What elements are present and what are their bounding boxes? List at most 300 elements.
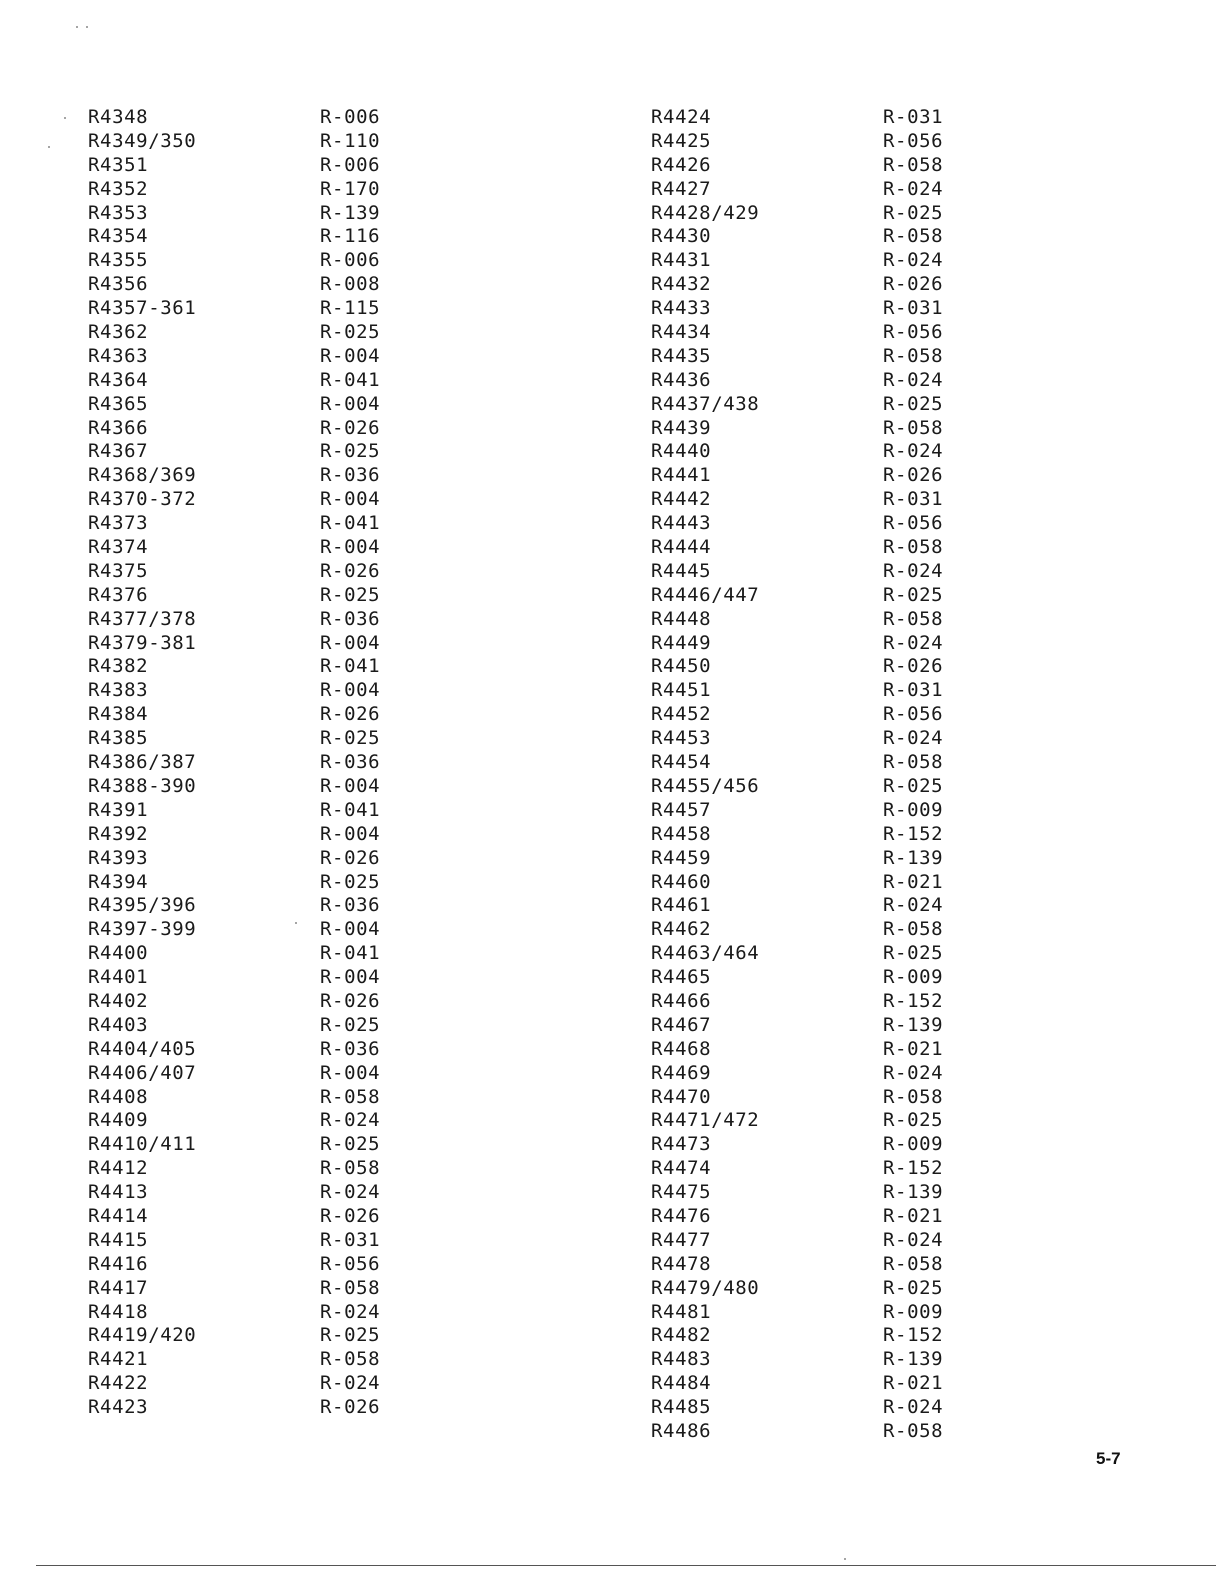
part-number: R-024 [883,894,944,917]
scan-speck [295,922,297,924]
table-row [651,1133,1003,1157]
table-row [651,178,1003,202]
reference-designator: R4404/405 [88,1037,197,1060]
page-number: 5-7 [1096,1449,1121,1468]
table-row [88,1348,440,1372]
part-number: R-041 [320,655,381,678]
part-number: R-139 [320,201,381,224]
reference-designator: R4440 [651,440,712,463]
reference-designator: R4462 [651,918,712,941]
reference-designator: R4430 [651,225,712,248]
part-number: R-031 [883,106,944,128]
table-row [88,464,440,488]
part-number: R-006 [320,106,381,128]
table-row [651,918,1003,942]
part-number: R-036 [320,751,381,774]
part-number: R-115 [320,297,381,320]
part-number: R-056 [883,512,944,535]
part-number: R-026 [320,846,381,869]
table-row [651,249,1003,273]
part-number: R-058 [883,153,944,176]
reference-designator: R4483 [651,1348,712,1371]
table-row [651,1014,1003,1038]
reference-designator: R4370-372 [88,488,197,511]
reference-designator: R4363 [88,344,149,367]
reference-designator: R4443 [651,512,712,535]
table-row [88,1253,440,1277]
part-number: R-036 [320,464,381,487]
reference-designator: R4465 [651,966,712,989]
part-number: R-058 [883,1252,944,1275]
table-row [651,393,1003,417]
reference-designator: R4413 [88,1181,149,1204]
reference-designator: R4364 [88,368,149,391]
table-row [88,130,440,154]
part-number: R-026 [883,655,944,678]
part-number: R-009 [883,966,944,989]
part-number: R-058 [883,416,944,439]
part-number: R-026 [320,416,381,439]
part-number: R-116 [320,225,381,248]
part-number: R-004 [320,966,381,989]
part-number: R-025 [320,583,381,606]
part-number: R-008 [320,273,381,296]
table-row [88,966,440,990]
part-number: R-024 [883,249,944,272]
reference-designator: R4426 [651,153,712,176]
table-row [651,966,1003,990]
table-row [651,1277,1003,1301]
part-number: R-004 [320,774,381,797]
table-row [651,1181,1003,1205]
table-row [88,799,440,823]
table-row [88,990,440,1014]
part-number: R-058 [320,1085,381,1108]
reference-designator: R4356 [88,273,149,296]
table-row [88,918,440,942]
table-row [88,1324,440,1348]
table-row [651,154,1003,178]
table-row [88,871,440,895]
table-row [88,512,440,536]
table-row [651,1301,1003,1325]
reference-designator: R4423 [88,1396,149,1419]
part-number: R-026 [320,989,381,1012]
table-row [88,321,440,345]
part-number: R-056 [883,703,944,726]
part-number: R-025 [883,201,944,224]
reference-designator: R4376 [88,583,149,606]
table-row [651,942,1003,966]
part-number: R-025 [883,392,944,415]
reference-designator: R4424 [651,106,712,128]
table-row [88,249,440,273]
table-row [651,990,1003,1014]
reference-designator: R4433 [651,297,712,320]
table-row [88,417,440,441]
table-row [651,632,1003,656]
table-row [88,751,440,775]
reference-designator: R4481 [651,1300,712,1323]
table-row [651,1348,1003,1372]
part-number: R-139 [883,846,944,869]
reference-designator: R4357-361 [88,297,197,320]
reference-designator: R4458 [651,822,712,845]
reference-designator: R4382 [88,655,149,678]
reference-designator: R4365 [88,392,149,415]
table-row [88,560,440,584]
reference-designator: R4485 [651,1396,712,1419]
part-number: R-026 [320,1396,381,1419]
scan-speck [86,26,88,28]
part-number: R-024 [320,1181,381,1204]
reference-designator: R4422 [88,1372,149,1395]
table-row [651,560,1003,584]
reference-designator: R4442 [651,488,712,511]
reference-designator: R4394 [88,870,149,893]
part-number: R-024 [320,1300,381,1323]
reference-designator: R4400 [88,942,149,965]
reference-designator: R4455/456 [651,774,760,797]
table-row [651,1109,1003,1133]
table-row [651,775,1003,799]
part-number: R-009 [883,798,944,821]
part-number: R-110 [320,129,381,152]
table-row [88,273,440,297]
reference-designator: R4450 [651,655,712,678]
reference-designator: R4348 [88,106,149,128]
part-number: R-025 [320,1133,381,1156]
table-row [651,655,1003,679]
table-row [651,1086,1003,1110]
table-row [651,1038,1003,1062]
table-row [88,1301,440,1325]
reference-designator: R4445 [651,559,712,582]
reference-designator: R4441 [651,464,712,487]
table-row [651,608,1003,632]
part-number: R-004 [320,679,381,702]
reference-designator: R4354 [88,225,149,248]
reference-designator: R4460 [651,870,712,893]
table-row [88,1062,440,1086]
table-row [88,345,440,369]
part-number: R-021 [883,1372,944,1395]
table-row [651,130,1003,154]
part-number: R-058 [883,1419,944,1442]
part-number: R-004 [320,536,381,559]
table-row [88,1205,440,1229]
reference-designator: R4379-381 [88,631,197,654]
reference-designator: R4386/387 [88,751,197,774]
part-number: R-152 [883,989,944,1012]
part-number: R-036 [320,607,381,630]
table-row [88,1086,440,1110]
scan-speck [64,117,66,119]
table-row [651,512,1003,536]
part-number: R-031 [883,297,944,320]
reference-designator: R4416 [88,1252,149,1275]
reference-designator: R4388-390 [88,774,197,797]
left-parts-table [88,106,440,1420]
table-row [88,1133,440,1157]
reference-designator: R4392 [88,822,149,845]
reference-designator: R4362 [88,321,149,344]
reference-designator: R4477 [651,1228,712,1251]
table-row [88,393,440,417]
reference-designator: R4406/407 [88,1061,197,1084]
reference-designator: R4452 [651,703,712,726]
table-row [651,584,1003,608]
table-row [651,1396,1003,1420]
table-row [88,440,440,464]
table-row [651,273,1003,297]
table-row [651,894,1003,918]
part-number: R-056 [320,1252,381,1275]
reference-designator: R4414 [88,1204,149,1227]
table-row [651,1420,1003,1444]
part-number: R-058 [883,751,944,774]
part-number: R-025 [320,1324,381,1347]
reference-designator: R4435 [651,344,712,367]
reference-designator: R4475 [651,1181,712,1204]
reference-designator: R4408 [88,1085,149,1108]
scan-speck [844,1558,846,1560]
part-number: R-152 [883,1324,944,1347]
reference-designator: R4466 [651,989,712,1012]
table-row [651,1157,1003,1181]
reference-designator: R4482 [651,1324,712,1347]
part-number: R-024 [883,177,944,200]
table-row [88,1277,440,1301]
table-row [651,321,1003,345]
table-row [88,584,440,608]
part-number: R-058 [883,918,944,941]
reference-designator: R4470 [651,1085,712,1108]
part-number: R-152 [883,822,944,845]
table-row [88,703,440,727]
table-row [88,106,440,130]
table-row [651,823,1003,847]
reference-designator: R4431 [651,249,712,272]
part-number: R-025 [320,1013,381,1036]
reference-designator: R4448 [651,607,712,630]
reference-designator: R4471/472 [651,1109,760,1132]
part-number: R-004 [320,1061,381,1084]
reference-designator: R4473 [651,1133,712,1156]
table-row [651,847,1003,871]
table-row [651,871,1003,895]
reference-designator: R4373 [88,512,149,535]
table-row [651,751,1003,775]
table-row [651,727,1003,751]
part-number: R-031 [883,679,944,702]
part-number: R-024 [883,631,944,654]
table-row [651,1229,1003,1253]
table-row [88,632,440,656]
table-row [651,799,1003,823]
reference-designator: R4375 [88,559,149,582]
part-number: R-025 [320,870,381,893]
table-row [88,225,440,249]
table-row [88,727,440,751]
reference-designator: R4457 [651,798,712,821]
reference-designator: R4479/480 [651,1276,760,1299]
part-number: R-006 [320,153,381,176]
reference-designator: R4446/447 [651,583,760,606]
part-number: R-025 [320,440,381,463]
part-number: R-041 [320,798,381,821]
reference-designator: R4383 [88,679,149,702]
table-row [88,1396,440,1420]
right-parts-table [651,106,1003,1444]
bottom-rule [36,1565,1216,1566]
part-number: R-024 [320,1372,381,1395]
table-row [88,655,440,679]
table-row [88,1157,440,1181]
part-number: R-026 [320,703,381,726]
table-row [88,202,440,226]
reference-designator: R4437/438 [651,392,760,415]
table-row [651,1205,1003,1229]
reference-designator: R4366 [88,416,149,439]
reference-designator: R4391 [88,798,149,821]
part-number: R-004 [320,822,381,845]
reference-designator: R4453 [651,727,712,750]
part-number: R-024 [883,559,944,582]
part-number: R-006 [320,249,381,272]
reference-designator: R4459 [651,846,712,869]
reference-designator: R4478 [651,1252,712,1275]
table-row [651,488,1003,512]
reference-designator: R4374 [88,536,149,559]
reference-designator: R4432 [651,273,712,296]
part-number: R-025 [320,321,381,344]
table-row [88,536,440,560]
reference-designator: R4434 [651,321,712,344]
part-number: R-058 [320,1276,381,1299]
table-row [88,847,440,871]
reference-designator: R4351 [88,153,149,176]
part-number: R-026 [320,559,381,582]
reference-designator: R4454 [651,751,712,774]
table-row [651,417,1003,441]
reference-designator: R4397-399 [88,918,197,941]
reference-designator: R4377/378 [88,607,197,630]
part-number: R-024 [883,1061,944,1084]
reference-designator: R4461 [651,894,712,917]
table-row [651,679,1003,703]
table-row [651,106,1003,130]
part-number: R-004 [320,631,381,654]
part-number: R-024 [320,1109,381,1132]
part-number: R-041 [320,942,381,965]
table-row [88,775,440,799]
part-number: R-058 [883,225,944,248]
table-row [88,1038,440,1062]
reference-designator: R4410/411 [88,1133,197,1156]
part-number: R-025 [883,1276,944,1299]
part-number: R-058 [883,1085,944,1108]
table-row [651,1062,1003,1086]
part-number: R-036 [320,894,381,917]
table-row [88,1229,440,1253]
table-row [88,823,440,847]
reference-designator: R4469 [651,1061,712,1084]
reference-designator: R4449 [651,631,712,654]
table-row [651,369,1003,393]
part-number: R-152 [883,1157,944,1180]
part-number: R-139 [883,1348,944,1371]
part-number: R-139 [883,1181,944,1204]
part-number: R-024 [883,368,944,391]
reference-designator: R4476 [651,1204,712,1227]
scan-speck [48,146,50,148]
reference-designator: R4402 [88,989,149,1012]
table-row [88,369,440,393]
table-row [651,202,1003,226]
part-number: R-031 [320,1228,381,1251]
reference-designator: R4401 [88,966,149,989]
part-number: R-004 [320,392,381,415]
table-row [651,1372,1003,1396]
part-number: R-024 [883,727,944,750]
scan-speck [76,26,78,28]
reference-designator: R4352 [88,177,149,200]
part-number: R-058 [320,1157,381,1180]
reference-designator: R4367 [88,440,149,463]
reference-designator: R4428/429 [651,201,760,224]
table-row [651,703,1003,727]
table-row [651,464,1003,488]
part-number: R-058 [320,1348,381,1371]
reference-designator: R4395/396 [88,894,197,917]
table-row [651,1253,1003,1277]
part-number: R-021 [883,1037,944,1060]
part-number: R-004 [320,488,381,511]
part-number: R-025 [883,1109,944,1132]
part-number: R-058 [883,607,944,630]
reference-designator: R4419/420 [88,1324,197,1347]
part-number: R-058 [883,536,944,559]
table-row [88,488,440,512]
reference-designator: R4444 [651,536,712,559]
part-number: R-170 [320,177,381,200]
table-row [651,345,1003,369]
table-row [88,1014,440,1038]
table-row [88,679,440,703]
part-number: R-058 [883,344,944,367]
part-number: R-041 [320,512,381,535]
reference-designator: R4393 [88,846,149,869]
reference-designator: R4415 [88,1228,149,1251]
part-number: R-021 [883,870,944,893]
part-number: R-004 [320,918,381,941]
table-row [88,178,440,202]
table-row [88,894,440,918]
table-row [88,154,440,178]
part-number: R-025 [883,583,944,606]
part-number: R-025 [883,942,944,965]
reference-designator: R4385 [88,727,149,750]
reference-designator: R4384 [88,703,149,726]
part-number: R-036 [320,1037,381,1060]
table-row [651,297,1003,321]
reference-designator: R4412 [88,1157,149,1180]
reference-designator: R4436 [651,368,712,391]
table-row [88,1181,440,1205]
part-number: R-021 [883,1204,944,1227]
reference-designator: R4418 [88,1300,149,1323]
